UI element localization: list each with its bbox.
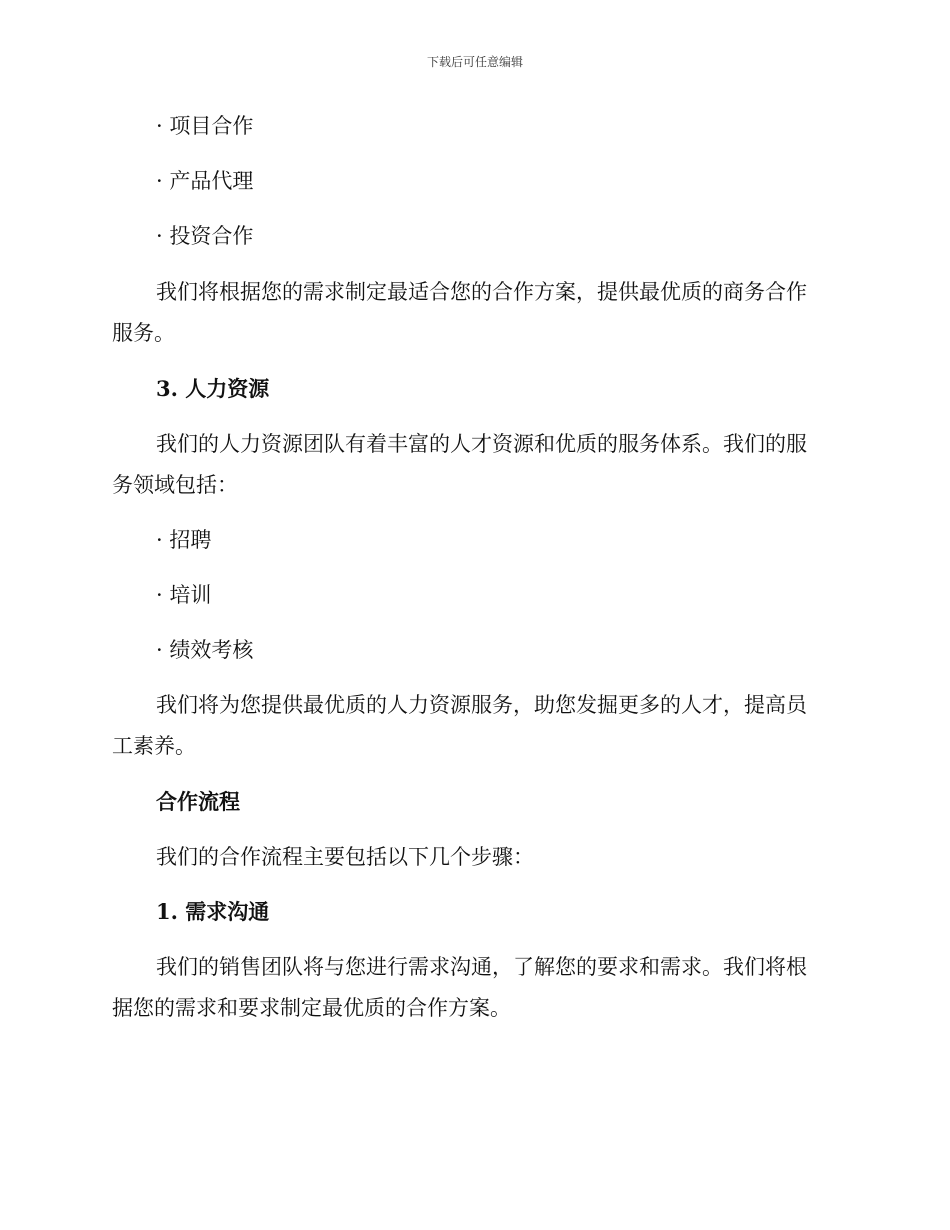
bullet-item-product: · 产品代理 [156, 169, 254, 193]
paragraph-line: 工素养。 [112, 734, 196, 758]
paragraph-line: 我们的合作流程主要包括以下几个步骤： [156, 845, 534, 869]
section-heading-step1: 1. 需求沟通 [156, 899, 270, 924]
paragraph-line: 据您的需求和要求制定最优质的合作方案。 [112, 996, 511, 1020]
paragraph-line: 我们将根据您的需求制定最适合您的合作方案，提供最优质的商务合作 [156, 280, 807, 304]
bullet-item-recruit: · 招聘 [156, 528, 212, 552]
paragraph-line: 我们将为您提供最优质的人力资源服务，助您发掘更多的人才，提高员 [156, 693, 807, 717]
paragraph-line: 我们的销售团队将与您进行需求沟通，了解您的要求和需求。我们将根 [156, 955, 807, 979]
page-header: 下载后可任意编辑 [426, 55, 523, 69]
paragraph-line: 服务。 [112, 321, 175, 345]
bullet-item-training: · 培训 [156, 583, 212, 607]
bullet-item-project: · 项目合作 [156, 114, 254, 138]
section-heading-hr: 3. 人力资源 [156, 376, 270, 401]
bullet-item-investment: · 投资合作 [156, 224, 254, 248]
bullet-item-performance: · 绩效考核 [156, 638, 254, 662]
section-heading-process: 合作流程 [156, 789, 240, 814]
paragraph-line: 务领域包括： [112, 473, 238, 497]
paragraph-line: 我们的人力资源团队有着丰富的人才资源和优质的服务体系。我们的服 [156, 432, 807, 456]
